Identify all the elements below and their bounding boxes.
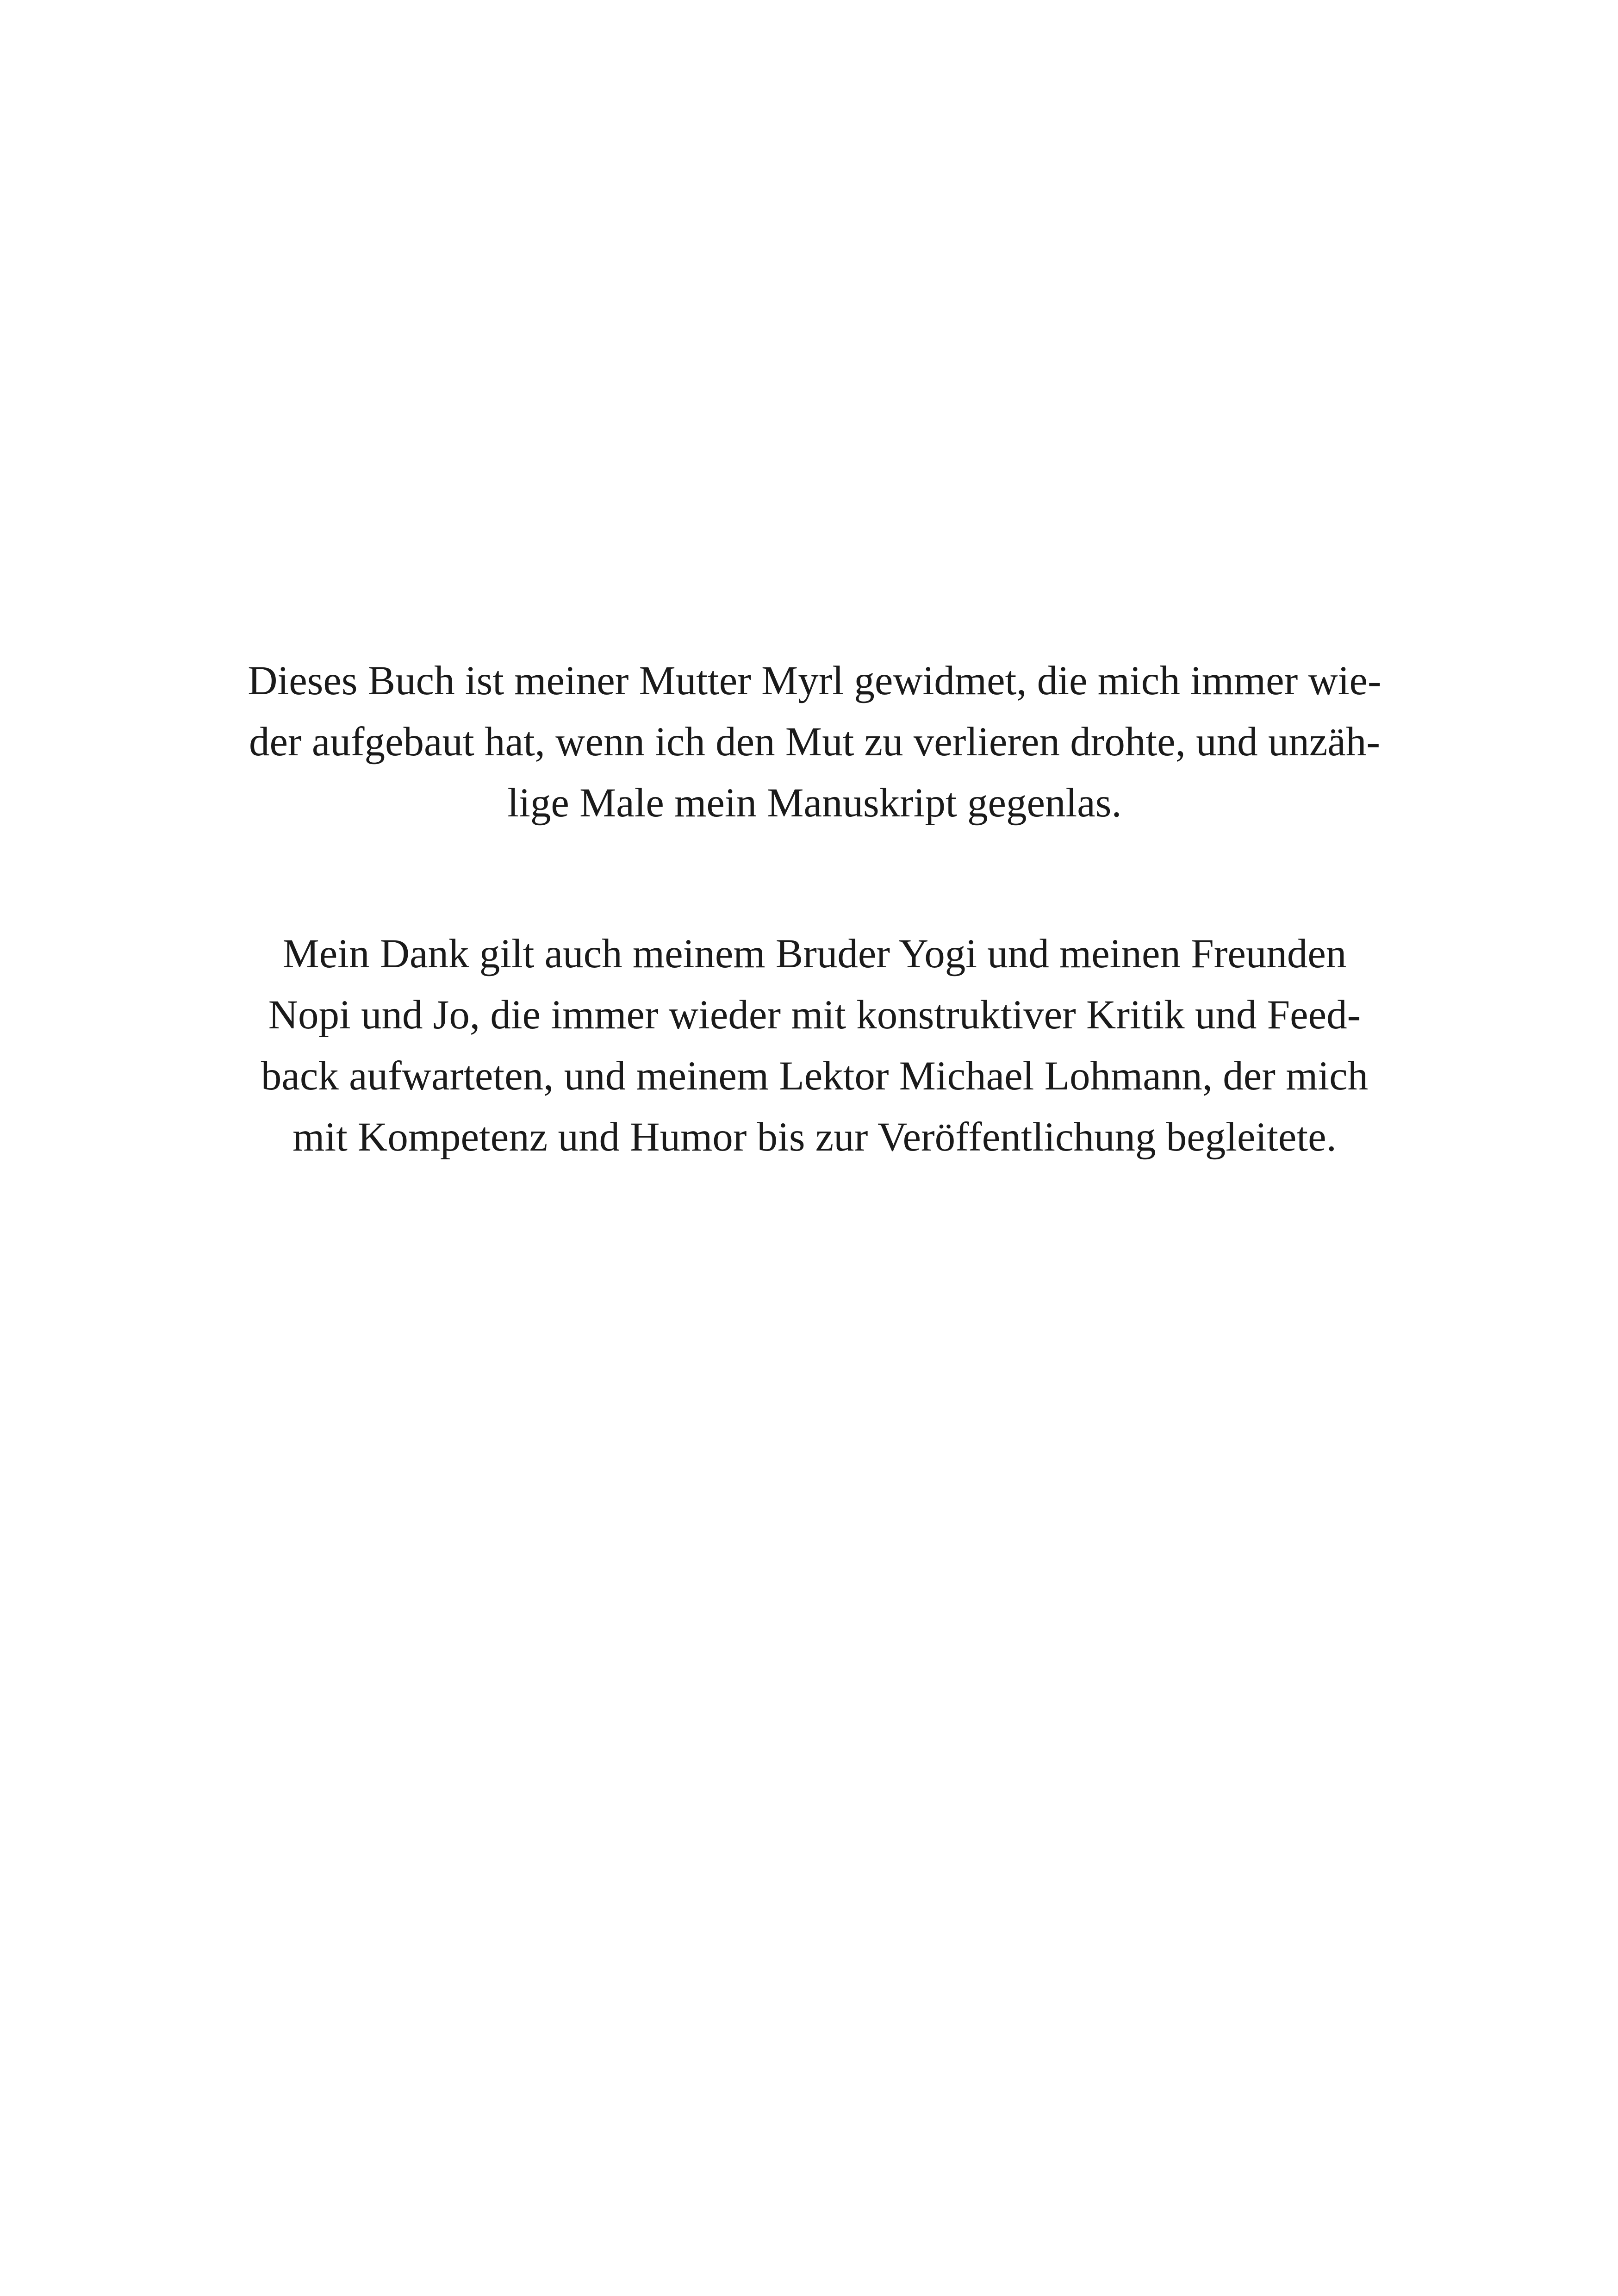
text-line: mit Kompetenz und Humor bis zur Veröffentlichung begleitete. — [292, 1114, 1337, 1160]
text-line: Dieses Buch ist meiner Mutter Myrl gewidmet, die mich immer wie- — [248, 658, 1382, 703]
paragraph-spacer — [204, 834, 1425, 923]
text-line: Mein Dank gilt auch meinem Bruder Yogi und meinen Freunden — [282, 931, 1347, 977]
text-line: lige Male mein Manuskript gegenlas. — [507, 780, 1122, 826]
text-line: der aufgebaut hat, wenn ich den Mut zu verlieren drohte, und unzäh- — [249, 719, 1381, 765]
dedication-text — [204, 650, 1425, 1168]
dedication-paragraph — [204, 650, 1425, 834]
text-line: back aufwarteten, und meinem Lektor Michael Lohmann, der mich — [261, 1053, 1369, 1099]
text-line: Nopi und Jo, die immer wieder mit konstruktiver Kritik und Feed- — [268, 992, 1361, 1038]
acknowledgement-paragraph — [204, 923, 1425, 1168]
